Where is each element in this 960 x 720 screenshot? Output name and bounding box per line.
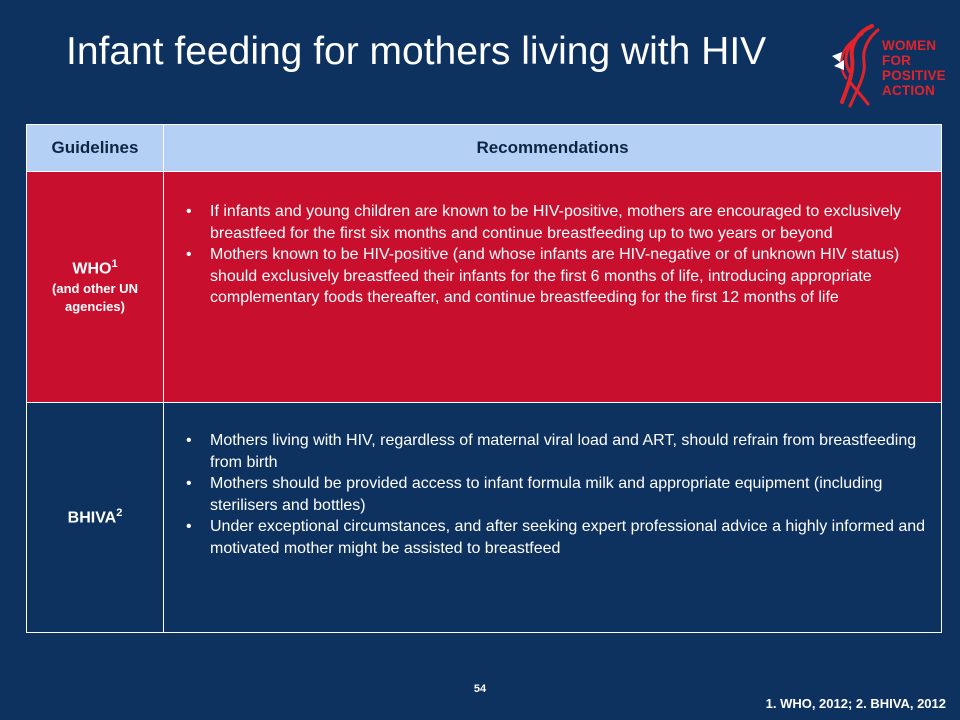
guideline-name: BHIVA: [67, 509, 117, 527]
logo-wordmark: [882, 38, 946, 98]
table-row-bhiva: [27, 403, 942, 633]
guideline-name: WHO: [72, 260, 112, 278]
recommendation-item: • Mothers should be provided access to infant formula milk and appropriate equipment (including sterilisers and bottles): [164, 473, 933, 516]
guideline-cell-who: [27, 172, 164, 403]
table-header-row: [27, 125, 942, 172]
recommendation-item: • Mothers known to be HIV-positive (and whose infants are HIV-negative or of unknown HIV status) should exclusively breastfeed their infants for the first 6 months of life, introducing appropriate complementary foods thereafter, and continue breastfeeding for the first 12 months of life: [164, 244, 933, 309]
recommendation-list: [164, 172, 941, 309]
guideline-cell-bhiva: [27, 403, 164, 633]
page-number: 54: [473, 683, 487, 695]
recommendations-cell-who: [164, 172, 942, 403]
footnote-marker: 1: [111, 257, 118, 270]
logo-line: POSITIVE: [882, 68, 946, 83]
recommendation-item: • Mothers living with HIV, regardless of maternal viral load and ART, should refrain from breastfeeding from birth: [164, 430, 933, 473]
guidelines-table: [26, 124, 942, 633]
guideline-sublabel: (and other UN agencies): [52, 281, 138, 315]
guideline-label: [27, 507, 163, 527]
footnote-marker: 2: [116, 507, 123, 520]
logo-line: WOMEN: [882, 38, 937, 53]
references-footnote: 1. WHO, 2012; 2. BHIVA, 2012: [765, 696, 946, 711]
logo-line: ACTION: [882, 83, 935, 98]
recommendation-list: [164, 403, 941, 559]
header-guidelines: Guidelines: [27, 125, 164, 172]
recommendations-cell-bhiva: [164, 403, 942, 633]
recommendation-item: • If infants and young children are known to be HIV-positive, mothers are encouraged to exclusively breastfeed for the first six months and continue breastfeeding up to two years or beyond: [164, 201, 933, 244]
slide-title: Infant feeding for mothers living with HIV: [66, 30, 767, 73]
guideline-label: [27, 258, 163, 278]
header-recommendations: Recommendations: [164, 125, 942, 172]
recommendation-item: • Under exceptional circumstances, and after seeking expert professional advice a highly informed and motivated mother might be assisted to breastfeed: [164, 516, 933, 559]
logo-line: FOR: [882, 53, 912, 68]
table-row-who: [27, 172, 942, 403]
